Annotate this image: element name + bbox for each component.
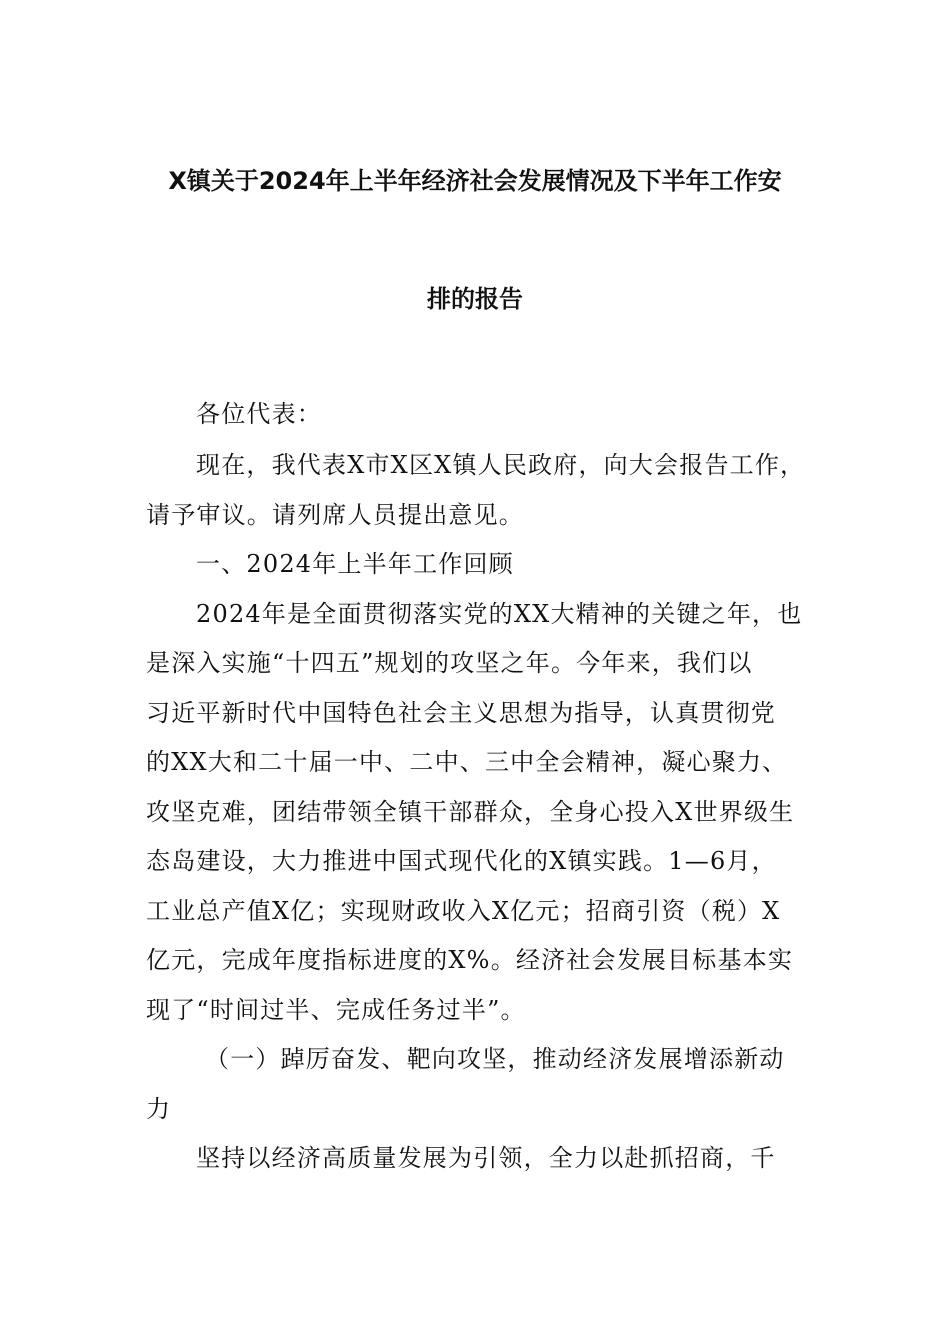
paragraph-line: 的XX大和二十届一中、二中、三中全会精神，凝心聚力、 bbox=[146, 748, 788, 776]
paragraph-line: 现了“时间过半、完成任务过半”。 bbox=[146, 996, 526, 1024]
salutation: 各位代表： bbox=[196, 400, 322, 428]
paragraph-line: 是深入实施“十四五”规划的攻坚之年。今年来，我们以 bbox=[146, 649, 753, 677]
subsection-heading: （一）踔厉奋发、靶向攻坚，推动经济发展增添新动 bbox=[205, 1045, 785, 1073]
document-title-line-1: X镇关于2024年上半年经济社会发展情况及下半年工作安 bbox=[168, 167, 782, 195]
paragraph-line: 习近平新时代中国特色社会主义思想为指导，认真贯彻党 bbox=[146, 699, 776, 727]
paragraph-line: 亿元，完成年度指标进度的X%。经济社会发展目标基本实 bbox=[146, 946, 794, 974]
paragraph-line: 请予审议。请列席人员提出意见。 bbox=[146, 501, 524, 529]
paragraph-line: 工业总产值X亿；实现财政收入X亿元；招商引资（税）X bbox=[146, 897, 781, 925]
paragraph-line: 现在，我代表X市X区X镇人民政府，向大会报告工作， bbox=[196, 451, 806, 479]
paragraph-line: 坚持以经济高质量发展为引领，全力以赴抓招商，千 bbox=[196, 1144, 776, 1172]
document-title-line-2: 排的报告 bbox=[427, 285, 523, 313]
subsection-heading-continuation: 力 bbox=[146, 1095, 172, 1123]
paragraph-line: 攻坚克难，团结带领全镇干部群众，全身心投入X世界级生 bbox=[146, 798, 795, 826]
paragraph-line: 态岛建设，大力推进中国式现代化的X镇实践。1—6月， bbox=[146, 847, 777, 875]
paragraph-line: 2024年是全面贯彻落实党的XX大精神的关键之年，也 bbox=[196, 600, 803, 628]
section-heading: 一、2024年上半年工作回顾 bbox=[196, 550, 514, 578]
